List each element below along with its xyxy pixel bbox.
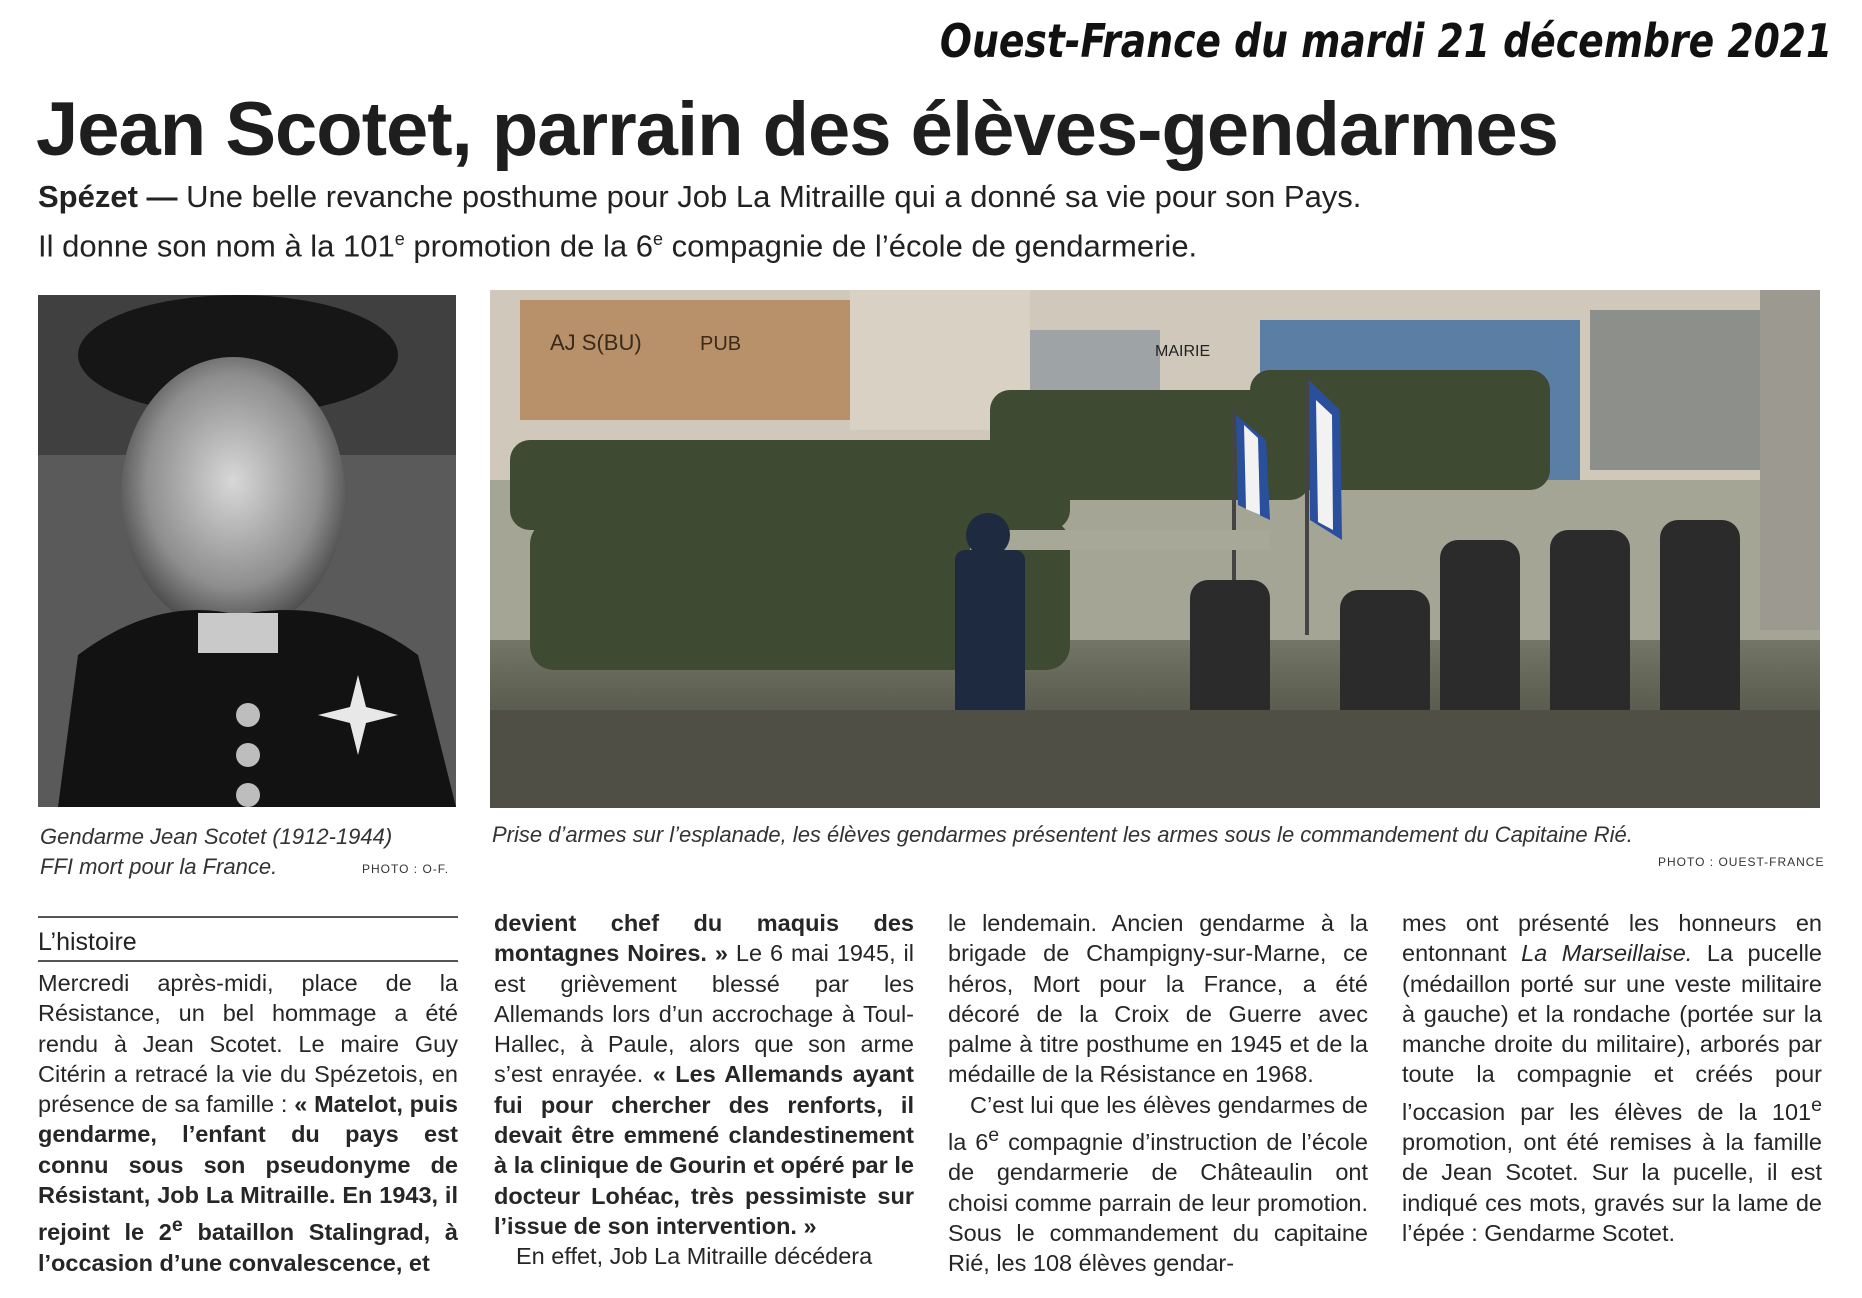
article-column-2 <box>494 908 914 1272</box>
column-2-paragraph-2: En effet, Job La Mitraille décédera <box>516 1243 873 1270</box>
col1-text: Mercredi après-midi, place de la Résistance, un bel hommage a été rendu à Jean Scotet. Le maire Guy Citérin a retracé la vie du Spézetois, en présence de sa famille : <box>38 970 458 1118</box>
column-1-paragraph <box>38 968 458 1278</box>
col3-text-a: C’est lui que les élèves gendarmes de la 6 <box>948 1091 1368 1155</box>
deck-text-2c: compagnie de l’école de gendarmerie. <box>662 228 1198 264</box>
deck-line-1 <box>38 176 1361 218</box>
portrait-photo-credit: PHOTO : O-F. <box>362 862 450 876</box>
portrait-caption-line-2: FFI mort pour la France. <box>40 854 278 879</box>
ceremony-photo-credit: PHOTO : OUEST-FRANCE <box>1658 855 1825 869</box>
section-title: L’histoire <box>38 928 137 956</box>
article-headline: Jean Scotet, parrain des élèves-gendarmes <box>36 87 1558 172</box>
column-4-paragraph <box>1402 908 1822 1248</box>
col2-quote-a: devient chef du maquis des montagnes Noires. » <box>494 910 914 967</box>
portrait-photo <box>38 295 456 807</box>
col1-quote: « Matelot, puis gendarme, l’enfant du pays est connu sous son pseudonyme de Résistant, Job La Mitraille. En 1943, il rejoint le 2 <box>38 1091 458 1246</box>
portrait-illustration <box>38 295 456 807</box>
shop-sign-2: PUB <box>700 333 742 355</box>
col2-quote-b: « Les Allemands ayant fui pour chercher des renforts, il devait être emmené clandestinement à la clinique de Gourin et opéré par le docteur Lohéac, très pessimiste sur l’issue de son intervention. » <box>494 1061 914 1239</box>
section-rule-top <box>38 916 458 918</box>
col4-text-a: mes ont présenté les honneurs en entonnant <box>1402 910 1822 967</box>
col3-sup: e <box>988 1124 1000 1147</box>
deck-sup-2: e <box>652 229 663 249</box>
column-2-paragraph-1 <box>494 908 914 1241</box>
column-3-paragraph-2 <box>948 1090 1368 1279</box>
article-column-3 <box>948 908 1368 1278</box>
col1-quote-b: bataillon Stalingrad, à l’occasion d’une convalescence, et <box>38 1219 458 1276</box>
article-column-4 <box>1402 908 1822 1248</box>
newspaper-masthead: Ouest-France du mardi 21 décembre 2021 <box>939 14 1832 68</box>
col4-text-c: promotion, ont été remises à la famille de Jean Scotet. Sur la pucelle, il est indiqué ces mots, gravés sur la lame de l’épée : Gendarme Scotet. <box>1402 1128 1822 1246</box>
col4-sup: e <box>1811 1093 1822 1116</box>
deck-text-2a: Il donne son nom à la 101 <box>38 228 395 264</box>
deck-sup-1: e <box>394 229 405 249</box>
deck-text-2b: promotion de la 6 <box>404 228 653 264</box>
portrait-caption-line-1: Gendarme Jean Scotet (1912-1944) <box>40 824 393 849</box>
deck-text-1: Une belle revanche posthume pour Job La Mitraille qui a donné sa vie pour son Pays. <box>186 179 1362 214</box>
article-deck <box>38 176 1361 267</box>
portrait-caption <box>40 822 392 882</box>
col3-text-b: compagnie d’instruction de l’école de gendarmerie de Châteaulin ont choisi comme parrain de leur promotion. Sous le commandement du capitaine Rié, les 108 élèves gendar- <box>948 1128 1368 1277</box>
article-column-1 <box>38 968 458 1278</box>
col4-text-b: La pucelle (médaillon porté sur une veste militaire à gauche) et la rondache (portée sur la manche droite du militaire), arborés par toute la compagnie et créés pour l’occasion par les élèves de la 101 <box>1402 940 1823 1125</box>
ceremony-photo <box>490 290 1820 808</box>
ceremony-illustration <box>490 290 1820 808</box>
ceremony-caption: Prise d’armes sur l’esplanade, les élèves gendarmes présentent les armes sous le commandement du Capitaine Rié. <box>492 822 1633 847</box>
dateline-dash: — <box>137 179 187 214</box>
town-hall-sign: MAIRIE <box>1155 343 1211 360</box>
col2-text: Le 6 mai 1945, il est grièvement blessé par les Allemands lors d’un accrochage à Toul-Hallec, à Paule, alors que son arme s’est enrayée. <box>494 940 914 1088</box>
dateline-place: Spézet <box>38 179 138 214</box>
deck-line-2 <box>38 218 1361 267</box>
shop-sign-1: AJ S(BU) <box>550 330 642 355</box>
column-3-paragraph-1: le lendemain. Ancien gendarme à la brigade de Champigny-sur-Marne, ce héros, Mort pour la France, a été décoré de la Croix de Guerre avec palme à titre posthume en 1945 et de la médaille de la Résistance en 1968. <box>948 910 1368 1088</box>
col1-sup: e <box>171 1214 183 1237</box>
col4-song-title: La Marseillaise. <box>1521 940 1693 967</box>
section-rule-bottom <box>38 960 458 962</box>
